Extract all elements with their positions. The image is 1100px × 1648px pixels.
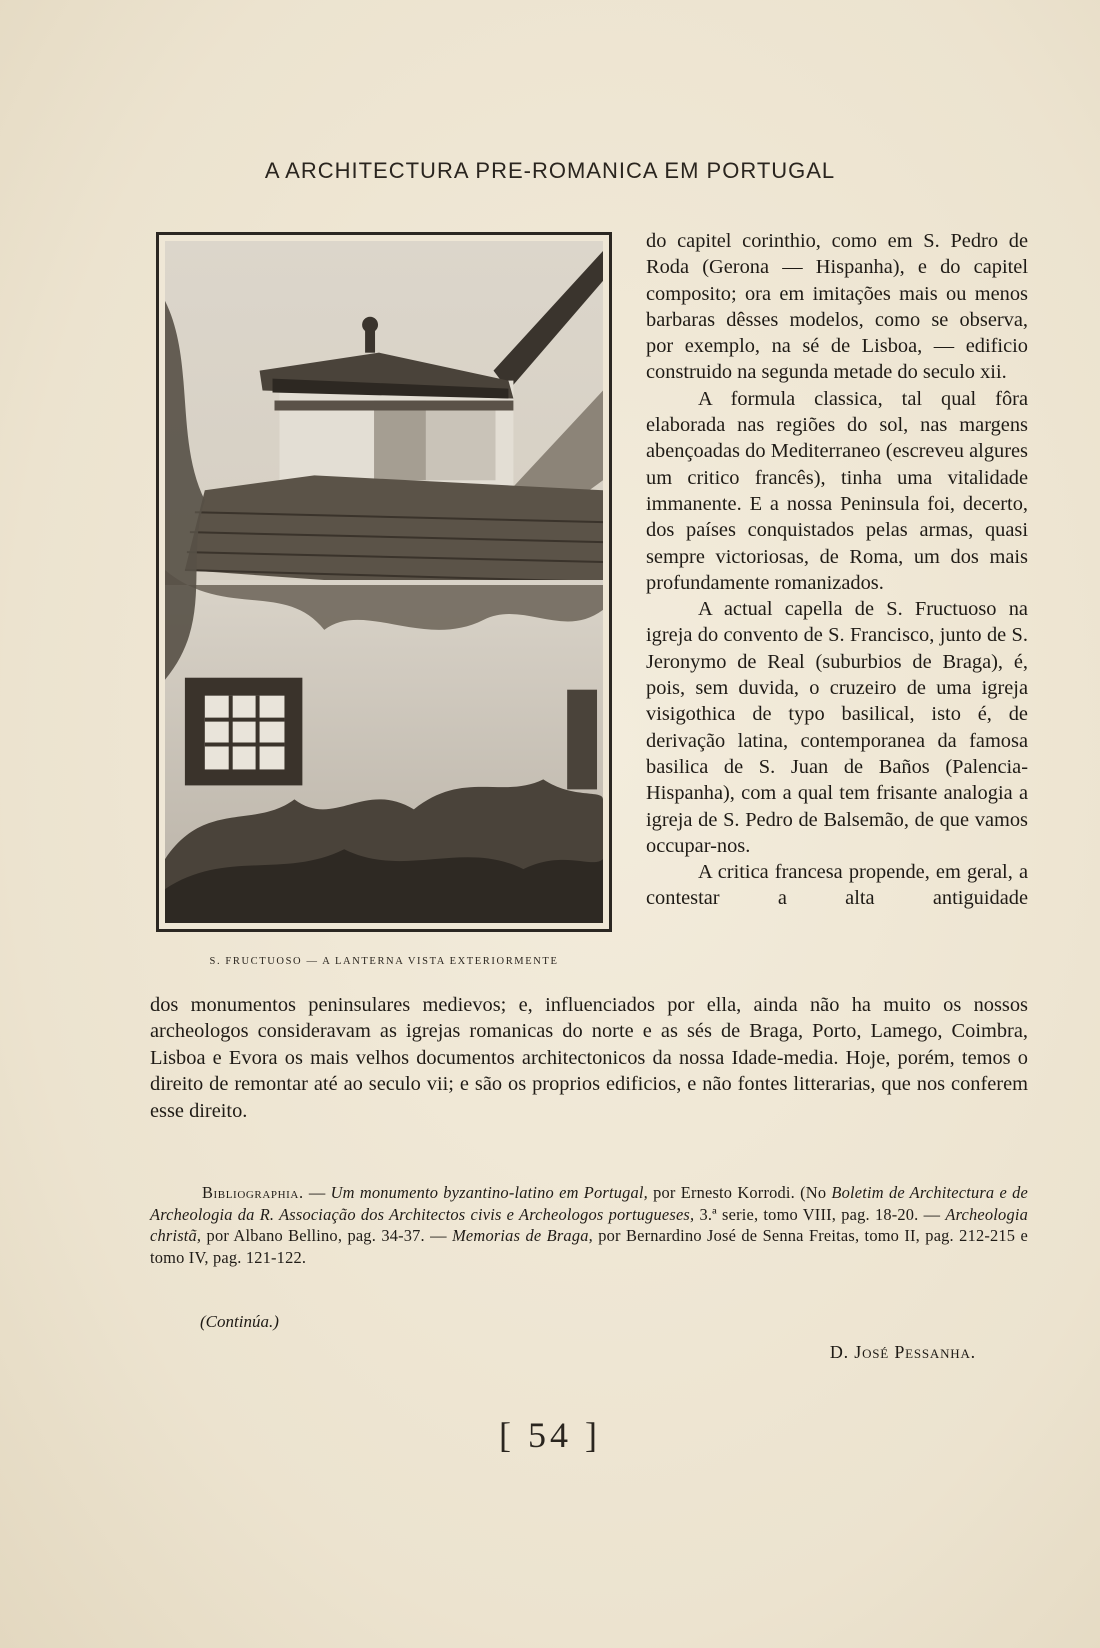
bibliography-text: por Ernesto Korrodi. (No	[647, 1183, 832, 1202]
figure-caption: S. FRUCTUOSO — A LANTERNA VISTA EXTERIORMENTE	[209, 956, 559, 967]
bibliography-text: 3.ª serie, tomo VIII, pag. 18-20. —	[694, 1204, 946, 1224]
bibliography-title: Um monumento byzantino-latino em Portugal,	[330, 1183, 648, 1202]
paragraph-critica-start: A critica francesa propende, em geral, a contestar a alta antiguidade	[646, 861, 1028, 910]
bibliography-title: Memorias de Braga,	[452, 1226, 593, 1245]
right-text-column	[646, 228, 1028, 912]
bibliography-text: —	[303, 1183, 331, 1202]
bibliography-text: por Albano Bellino, pag. 34-37. —	[201, 1226, 453, 1245]
bibliography-title: Archeologia christã,	[150, 1204, 1028, 1245]
photograph-s-fructuoso-lantern	[165, 241, 603, 923]
photo-illustration	[165, 241, 603, 923]
bibliography-label: Bibliographia.	[202, 1183, 304, 1202]
full-width-paragraph: dos monumentos peninsulares medievos; e, influenciados por ella, ainda não ha muito os nossos archeologos consideravam as igrejas romanicas do norte e as sés de Braga, Porto, Lamego, Coimbra, Lisboa e Evora os mais velhos documentos architectonicos da nossa Idade-media. Hoje, porém, temos o direito de remontar até ao seculo vii; e são os proprios edificios, e não fontes litterarias, que nos conferem esse direito.	[150, 994, 1028, 1122]
paragraph-formula-classica: A formula classica, tal qual fôra elaborada nas regiões do sol, nas margens abençoadas do Mediterraneo (escreveu algures um critico francês), tinha uma vitalidade immanente. E a nossa Peninsula foi, decerto, dos países conquistados pelas armas, quasi sempre victoriosas, de Roma, um dos mais profundamente romanizados.	[646, 387, 1028, 594]
photo-frame	[156, 232, 612, 932]
running-head: A ARCHITECTURA PRE-ROMANICA EM PORTUGAL	[264, 158, 836, 183]
paragraph-capella-s-fructuoso: A actual capella de S. Fructuoso na igreja do convento de S. Francisco, junto de S. Jeronymo de Real (suburbios de Braga), é, pois, sem duvida, o cruzeiro de uma igreja visigothica de typo basilical, isto é, de derivação latina, contemporanea da famosa basilica de S. Juan de Baños (Palencia-Hispanha), com a qual tem frisante analogia a igreja de S. Pedro de Balsemão, de que vamos occupar-nos.	[646, 598, 1028, 857]
author-signature: D. José Pessanha.	[829, 1342, 976, 1362]
paragraph-capitel: do capitel corinthio, como em S. Pedro de Roda (Gerona — Hispanha), e do capitel composito; ora em imitações mais ou menos barbaras dêsses modelos, como se observa, por exemplo, na sé de Lisboa, — edificio construido na segunda metade do seculo xii.	[646, 230, 1028, 384]
bibliography	[150, 1182, 1028, 1268]
bibliography-title: Boletim de Architectura e de Archeologia da R. Associação dos Architectos civis e Archeologos portugueses,	[150, 1183, 1028, 1224]
page-number: [ 54 ]	[499, 1415, 601, 1455]
bibliography-text: por Bernardino José de Senna Freitas, tomo II, pag. 212-215 e tomo IV, pag. 121-122.	[150, 1226, 1028, 1267]
continua-note: (Continúa.)	[200, 1312, 279, 1331]
